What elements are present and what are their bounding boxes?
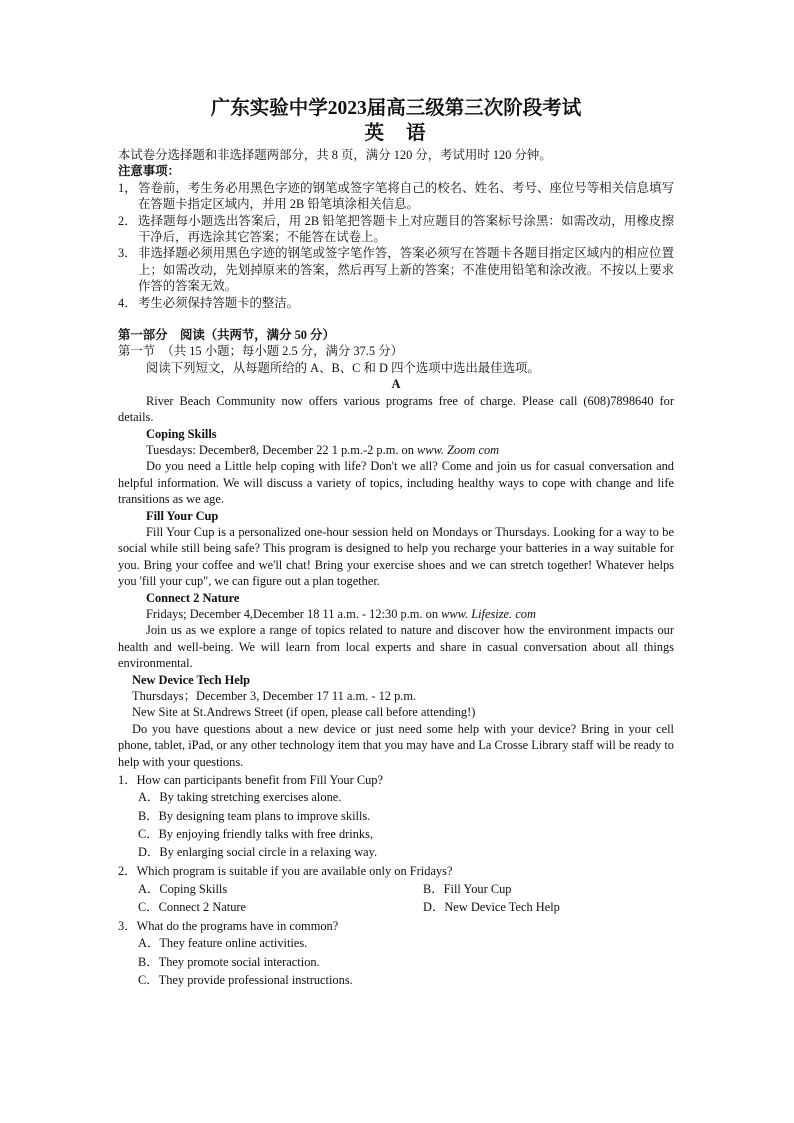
website-link: www. Lifesize. com <box>441 606 536 621</box>
note-number: 4． <box>118 295 137 310</box>
exam-intro: 本试卷分选择题和非选择题两部分，共 8 页，满分 120 分，考试用时 120 分钟。 <box>118 148 552 162</box>
note-text: 考生必须保持答题卡的整洁。 <box>138 295 300 310</box>
website-link: www. Zoom com <box>417 442 500 457</box>
part1-heading: 第一部分 阅读（共两节，满分 50 分） <box>118 328 335 343</box>
program-body-fill: Fill Your Cup is a personalized one-hour session held on Mondays or Thursdays. Looking for a way to be social while still being safe? This program is designed to help you recharge your batteries in a way suitable for you. Bring your coffee and we'll chat! Bring your exercise shoes and we can stretch together! Whatever helps you 'fill your cup", we can figure out a plan together. <box>118 524 674 589</box>
question-stem: 3．What do the programs have in common? <box>118 919 339 934</box>
option-a: A．Coping Skills <box>138 881 228 896</box>
time-text: Fridays; December 4,December 18 11 a.m. - 12:30 p.m. on <box>146 606 442 621</box>
time-text: Tuesdays: December8, December 22 1 p.m.-2 p.m. on <box>146 442 418 457</box>
option-b: B．By designing team plans to improve skills. <box>138 808 371 823</box>
question-3 <box>118 918 674 989</box>
passage-intro: River Beach Community now offers various programs free of charge. Please call (608)7898640 for details. <box>118 393 674 425</box>
program-time-nature <box>118 606 674 622</box>
program-body-coping: Do you need a Little help coping with life? Don't we all? Come and join us for casual conversation and helpful information. We will discuss a variety of topics, including healthy ways to cope with change and life transitions as we age. <box>118 459 674 507</box>
program-title-fill: Fill Your Cup <box>146 508 219 523</box>
notes-heading: 注意事项： <box>118 164 180 179</box>
program-title-nature: Connect 2 Nature <box>146 590 240 605</box>
note-item <box>118 213 674 246</box>
exam-title: 广东实验中学2023届高三级第三次阶段考试 <box>210 98 582 119</box>
section1-heading: 第一节 （共 15 小题；每小题 2.5 分，满分 37.5 分） <box>118 344 403 359</box>
note-number: 2． <box>118 213 137 228</box>
program-time-tech: Thursdays；December 3, December 17 11 a.m. - 12 p.m. <box>132 689 417 703</box>
program-body-nature: Join us as we explore a range of topics related to nature and discover how the environment impacts our health and well-being. We will learn from local experts and share in casual conversation about all things environmental. <box>118 623 674 671</box>
option-b: B．They promote social interaction. <box>138 954 320 969</box>
option-c: C．By enjoying friendly talks with free drinks, <box>138 826 374 841</box>
question-1 <box>118 772 674 861</box>
question-stem: 2．Which program is suitable if you are available only on Fridays? <box>118 864 453 879</box>
passage-label: A <box>391 377 401 392</box>
option-a: A．By taking stretching exercises alone. <box>138 790 342 805</box>
program-body-tech: Do you have questions about a new device or just need some help with your device? Bring in your cell phone, tablet, iPad, or any other technology item that you may have and La Crosse Library staff will be ready to help with your questions. <box>118 721 674 769</box>
reading-instruction: 阅读下列短文，从每题所给的 A、B、C 和 D 四个选项中选出最佳选项。 <box>146 360 540 375</box>
program-title-coping: Coping Skills <box>146 426 217 441</box>
note-item <box>118 180 674 213</box>
exam-page <box>118 96 674 989</box>
program-time-coping <box>118 442 674 458</box>
section-spacer <box>118 311 674 327</box>
note-item <box>118 245 674 294</box>
option-row <box>118 880 674 898</box>
note-number: 1， <box>118 180 137 195</box>
note-item <box>118 295 674 311</box>
option-c: C．They provide professional instructions. <box>138 972 353 987</box>
option-c: C．Connect 2 Nature <box>138 899 247 914</box>
note-text: 选择题每小题选出答案后，用 2B 铅笔把答题卡上对应题目的答案标号涂黑：如需改动，用橡皮擦干净后，再选涂其它答案；不能答在试卷上。 <box>138 213 674 245</box>
notes-list <box>118 180 674 311</box>
option-a: A．They feature online activities. <box>138 936 308 951</box>
question-2 <box>118 863 674 916</box>
program-title-tech: New Device Tech Help <box>132 672 251 687</box>
option-b: B．Fill Your Cup <box>423 881 512 896</box>
program-site-tech: New Site at St.Andrews Street (if open, please call before attending!) <box>132 705 476 720</box>
option-d: D．New Device Tech Help <box>423 899 560 914</box>
option-d: D．By enlarging social circle in a relaxing way. <box>138 845 378 860</box>
option-row <box>118 898 674 916</box>
note-text: 非选择题必须用黑色字迹的钢笔或签字笔作答，答案必须写在答题卡各题目指定区域内的相应位置上；如需改动，先划掉原来的答案，然后再写上新的答案；不准使用铅笔和涂改液。不按以上要求作答的答案无效。 <box>138 246 674 294</box>
note-number: 3． <box>118 246 137 261</box>
subject-title: 英语 <box>364 123 448 144</box>
question-stem: 1．How can participants benefit from Fill Your Cup? <box>118 773 383 788</box>
note-text: 答卷前，考生务必用黑色字迹的钢笔或签字笔将自己的校名、姓名、考号、座位号等相关信息填写在答题卡指定区域内，并用 2B 铅笔填涂相关信息。 <box>138 180 674 212</box>
